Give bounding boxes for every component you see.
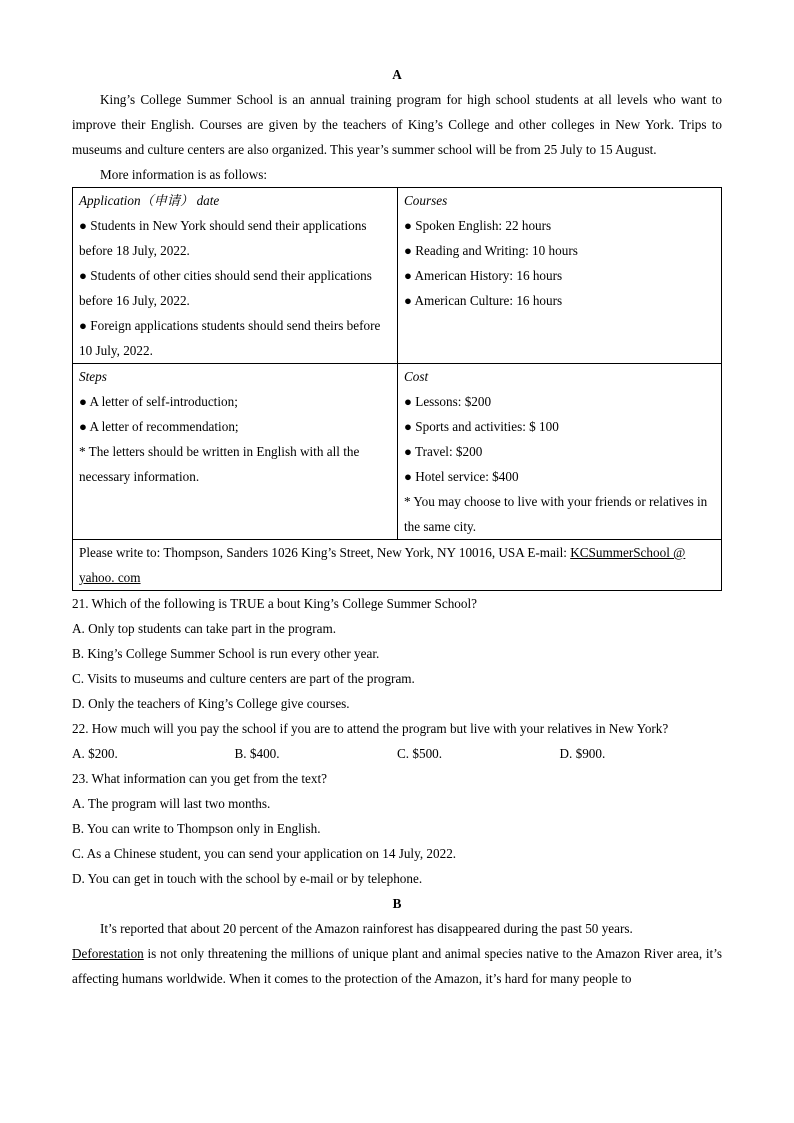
option: C. $500. — [397, 746, 443, 761]
passage-b-body — [72, 941, 722, 991]
course-line: ● American Culture: 16 hours — [404, 293, 563, 308]
cost-title: Cost — [404, 369, 429, 384]
application-line: ● Students in New York should send their applications before 18 July, 2022. — [79, 218, 367, 258]
option: A. Only top students can take part in the program. — [72, 621, 337, 636]
application-line: ● Foreign applications students should send theirs before 10 July, 2022. — [79, 318, 381, 358]
application-title: Application（申请） date — [79, 193, 220, 208]
question-stem: 21. Which of the following is TRUE a bout King’s College Summer School? — [72, 596, 477, 611]
steps-line: * The letters should be written in English with all the necessary information. — [79, 444, 360, 484]
option: B. King’s College Summer School is run every other year. — [72, 646, 380, 661]
steps-title: Steps — [79, 369, 107, 384]
cost-line: ● Hotel service: $400 — [404, 469, 519, 484]
option: D. Only the teachers of King’s College give courses. — [72, 696, 350, 711]
passage-a-intro: King’s College Summer School is an annual training program for high school students at all levels who want to improve their English. Courses are given by the teachers of King’s College and other colleges in New York. Trips to museums and culture centers are also organized. This year’s summer school will be from 25 July to 15 August. — [72, 92, 722, 157]
option: C. As a Chinese student, you can send your application on 14 July, 2022. — [72, 846, 457, 861]
question-21 — [72, 591, 722, 716]
courses-cell — [398, 188, 722, 364]
passage-b-heading: B — [392, 896, 402, 911]
option: A. The program will last two months. — [72, 796, 271, 811]
question-stem: 23. What information can you get from the text? — [72, 771, 328, 786]
question-22 — [72, 716, 722, 766]
contact-address: Please write to: Thompson, Sanders 1026 King’s Street, New York, NY 10016, USA E-mail: — [79, 545, 571, 560]
cost-line: ● Sports and activities: $ 100 — [404, 419, 559, 434]
courses-title: Courses — [404, 193, 448, 208]
cost-cell — [398, 364, 722, 540]
info-table — [72, 187, 722, 591]
passage-b-sentence: It’s reported that about 20 percent of the Amazon rainforest has disappeared during the past 50 years. — [100, 921, 633, 936]
course-line: ● American History: 16 hours — [404, 268, 563, 283]
contact-email: KCSummerSchool @ yahoo. com — [79, 545, 686, 585]
course-line: ● Spoken English: 22 hours — [404, 218, 552, 233]
passage-a-heading: A — [392, 67, 402, 82]
contact-cell — [73, 540, 722, 591]
application-line: ● Students of other cities should send their applications before 16 July, 2022. — [79, 268, 372, 308]
passage-b-rest: is not only threatening the millions of unique plant and animal species native to the Amazon River area, it’s affecting humans worldwide. When it comes to the protection of the Amazon, it’s hard for many people to — [72, 946, 722, 986]
application-cell — [73, 188, 398, 364]
option: C. Visits to museums and culture centers are part of the program. — [72, 671, 415, 686]
option: A. $200. — [72, 746, 118, 761]
question-23 — [72, 766, 722, 891]
question-stem: 22. How much will you pay the school if you are to attend the program but live with your relatives in New York? — [72, 721, 669, 736]
option: B. You can write to Thompson only in English. — [72, 821, 321, 836]
option: B. $400. — [234, 746, 280, 761]
steps-line: ● A letter of self-introduction; — [79, 394, 238, 409]
underlined-word: Deforestation — [72, 946, 144, 961]
cost-line: * You may choose to live with your friends or relatives in the same city. — [404, 494, 708, 534]
option: D. $900. — [559, 746, 606, 761]
cost-line: ● Travel: $200 — [404, 444, 483, 459]
steps-cell — [73, 364, 398, 540]
passage-a-more-info: More information is as follows: — [100, 167, 268, 182]
course-line: ● Reading and Writing: 10 hours — [404, 243, 578, 258]
options-row — [72, 741, 722, 766]
option: D. You can get in touch with the school by e-mail or by telephone. — [72, 871, 423, 886]
exam-page — [72, 62, 722, 991]
steps-line: ● A letter of recommendation; — [79, 419, 239, 434]
cost-line: ● Lessons: $200 — [404, 394, 492, 409]
